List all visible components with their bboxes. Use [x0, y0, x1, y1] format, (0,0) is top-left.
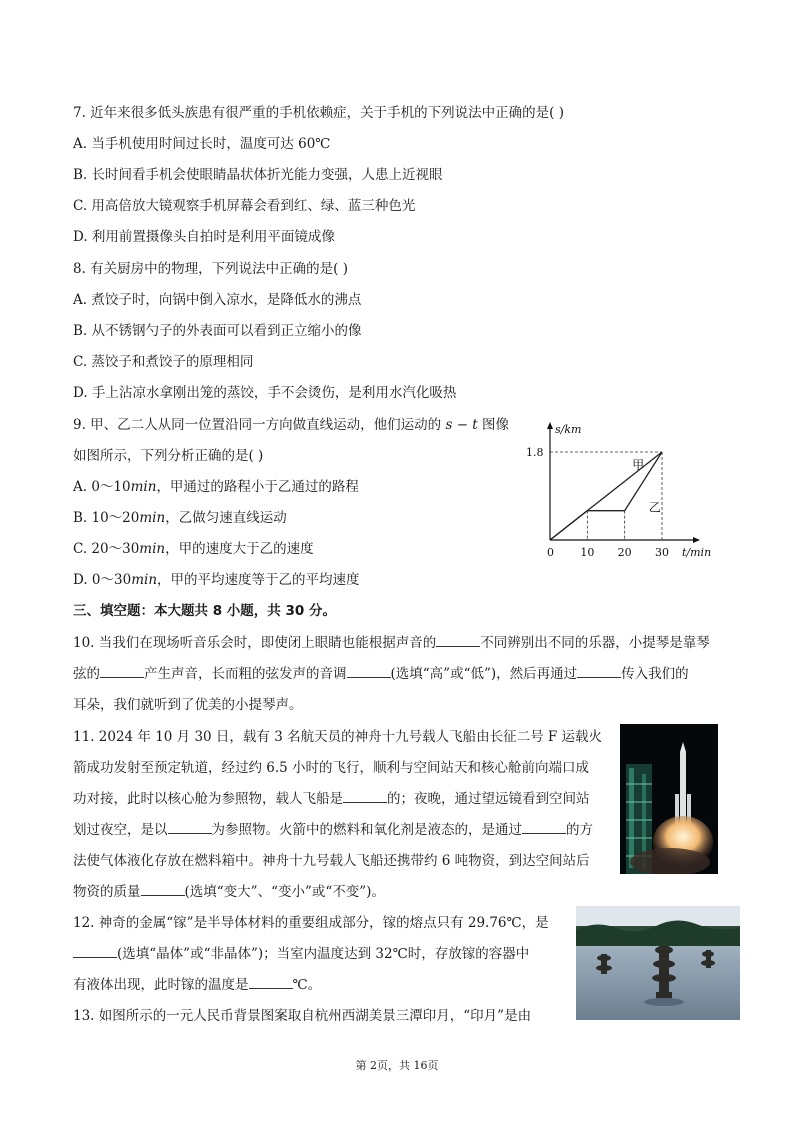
q12-line1: 12. 神奇的金属“镓”是半导体材料的重要组成部分，镓的熔点只有 29.76℃，是 — [73, 915, 549, 931]
q10-line2-d: 传入我们的 — [621, 666, 689, 682]
q11-line1: 11. 2024 年 10 月 30 日，载有 3 名航天员的神舟十九号载人飞船由长征二号 F 运载火 — [73, 729, 603, 745]
q8-option-c: C. 蒸饺子和煮饺子的原理相同 — [73, 354, 254, 370]
answer-blank[interactable] — [347, 665, 391, 678]
q9-option-d-text: ，甲的平均速度等于乙的平均速度 — [157, 572, 360, 588]
q9-option-a-unit: min — [130, 479, 157, 495]
q13-line1: 13. 如图所示的一元人民币背景图案取自杭州西湖美景三潭印月，“印月”是由 — [73, 1008, 532, 1024]
q12-line3-b: ℃。 — [292, 977, 322, 993]
q11-line4-a: 划过夜空，是以 — [73, 822, 168, 838]
q9-option-c-text: ，甲的速度大于乙的速度 — [165, 541, 314, 557]
q7-stem: 7. 近年来很多低头族患有很严重的手机依赖症，关于手机的下列说法中正确的是( ) — [73, 105, 564, 121]
x-axis-arrow — [693, 537, 700, 543]
q8-stem: 8. 有关厨房中的物理，下列说法中正确的是( ) — [73, 261, 348, 277]
q11-line6-a: 物资的质量 — [73, 884, 141, 900]
q9-option-a — [73, 478, 359, 496]
x-tick-label: 30 — [655, 546, 669, 559]
series-label-2: 乙 — [648, 500, 661, 515]
q10-line2 — [73, 665, 689, 683]
q9-option-d-unit: min — [131, 572, 158, 588]
section-3-heading: 三、填空题：本大题共 8 小题，共 30 分。 — [73, 603, 336, 619]
x-tick-label: 20 — [617, 546, 632, 559]
st-chart — [520, 418, 720, 566]
rocket-launch-photo — [620, 724, 718, 874]
answer-blank[interactable] — [436, 634, 480, 647]
answer-blank[interactable] — [73, 945, 117, 958]
west-lake-pagoda-photo — [576, 906, 740, 1020]
q9-option-d-range: D. 0～30 — [73, 572, 132, 588]
q10-line2-a: 弦的 — [73, 666, 100, 682]
q8-option-d: D. 手上沾凉水拿刚出笼的蒸饺，手不会烫伤，是利用水汽化吸热 — [73, 385, 457, 401]
y-axis-arrow — [547, 422, 553, 429]
answer-blank[interactable] — [343, 790, 387, 803]
q12-line3-a: 有液体出现，此时镓的温度是 — [73, 977, 249, 993]
q11-line4-c: 的方 — [566, 822, 593, 838]
q11-line2: 箭成功发射至预定轨道，经过约 6.5 小时的飞行，顺利与空间站天和核心舱前向端口成 — [73, 760, 590, 776]
chart-plot-area — [526, 422, 711, 559]
x-tick-label: 10 — [580, 546, 595, 559]
y-tick-label: 1.8 — [526, 446, 544, 459]
q7-option-c: C. 用高倍放大镜观察手机屏幕会看到红、绿、蓝三种色光 — [73, 198, 416, 214]
q9-option-b-text: ，乙做匀速直线运动 — [165, 510, 287, 526]
y-axis-label: s/km — [555, 423, 582, 436]
q10-line1 — [73, 634, 710, 652]
q9-option-c — [73, 540, 314, 558]
q11-line3-b: 的；夜晚，通过望远镜看到空间站 — [387, 791, 590, 807]
q9-option-c-unit: min — [139, 541, 166, 557]
q8-option-b: B. 从不锈钢勺子的外表面可以看到正立缩小的像 — [73, 323, 362, 339]
q9-stem-part1: 9. 甲、乙二人从同一位置沿同一方向做直线运动，他们运动的 — [73, 417, 442, 433]
q9-option-a-range: A. 0～10 — [73, 479, 131, 495]
q12-line2 — [73, 945, 529, 963]
x-tick-label: 0 — [547, 546, 554, 559]
q11-line3-a: 功对接，此时以核心舱为参照物，载人飞船是 — [73, 791, 343, 807]
q10-line1-b: 不同辨别出不同的乐器，小提琴是靠琴 — [480, 635, 710, 651]
series-label-1: 甲 — [632, 458, 645, 473]
q11-line5: 法使气体液化存放在燃料箱中。神舟十九号载人飞船还携带约 6 吨物资，到达空间站后 — [73, 853, 590, 869]
q9-option-b — [73, 509, 287, 527]
q7-option-b: B. 长时间看手机会使眼睛晶状体折光能力变强，人患上近视眼 — [73, 167, 443, 183]
q11-line4-b: 为参照物。火箭中的燃料和氧化剂是液态的，是通过 — [211, 822, 522, 838]
q10-line2-c: (选填“高”或“低”)，然后再通过 — [390, 666, 578, 682]
q10-line3: 耳朵，我们就听到了优美的小提琴声。 — [73, 697, 303, 713]
q11-line6 — [73, 883, 385, 901]
q9-stem-part2: 图像 — [482, 417, 510, 433]
answer-blank[interactable] — [577, 665, 621, 678]
q9-option-d — [73, 571, 360, 589]
q11-line4 — [73, 821, 593, 839]
answer-blank[interactable] — [100, 665, 144, 678]
q10-line1-a: 10. 当我们在现场听音乐会时，即使闭上眼睛也能根据声音的 — [73, 635, 437, 651]
q12-line3 — [73, 976, 321, 994]
q9-stem-line2: 如图所示，下列分析正确的是( ) — [73, 448, 264, 464]
q9-option-c-range: C. 20～30 — [73, 541, 140, 557]
q10-line2-b: 产生声音，长而粗的弦发声的音调 — [144, 666, 347, 682]
q11-line6-b: (选填“变大”、“变小”或“不变”)。 — [184, 884, 385, 900]
q8-option-a: A. 煮饺子时，向锅中倒入凉水，是降低水的沸点 — [73, 292, 362, 308]
page-footer: 第 2页，共 16页 — [355, 1059, 439, 1072]
q12-line2-b: (选填“晶体”或“非晶体”)；当室内温度达到 32℃时，存放镓的容器中 — [117, 946, 530, 962]
answer-blank[interactable] — [522, 821, 566, 834]
q9-stem-line1 — [73, 416, 509, 434]
q11-line3 — [73, 790, 590, 808]
q9-option-b-unit: min — [139, 510, 166, 526]
q9-option-b-range: B. 10～20 — [73, 510, 140, 526]
q7-option-a: A. 当手机使用时间过长时，温度可达 60℃ — [73, 136, 331, 152]
q9-option-a-text: ，甲通过的路程小于乙通过的路程 — [156, 479, 359, 495]
x-axis-label: t/min — [682, 546, 712, 559]
q7-option-d: D. 利用前置摄像头自拍时是利用平面镜成像 — [73, 229, 335, 245]
answer-blank[interactable] — [141, 883, 185, 896]
answer-blank[interactable] — [168, 821, 212, 834]
answer-blank[interactable] — [249, 976, 293, 989]
q9-stem-variable: s − t — [445, 417, 478, 433]
